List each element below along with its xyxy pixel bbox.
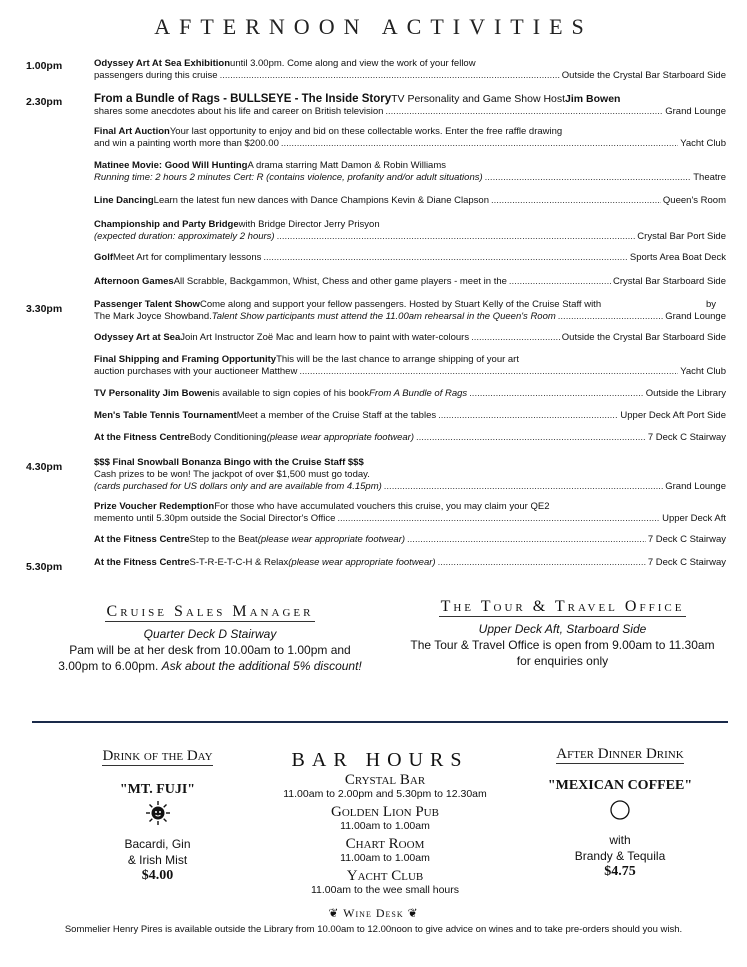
after-dinner-heading: After Dinner Drink xyxy=(556,746,684,762)
activity-text: The Mark Joyce Showband. xyxy=(94,311,212,322)
activity-text: Body Conditioning xyxy=(189,432,267,443)
activity-location: Grand Lounge xyxy=(665,106,726,117)
activity-entry xyxy=(94,126,726,150)
activity-title: Championship and Party Bridge xyxy=(94,219,239,230)
activity-title: Final Art Auction xyxy=(94,126,170,137)
activity-entry xyxy=(94,299,726,323)
bar-hours-heading: BAR HOURS xyxy=(291,749,469,771)
activity-location: Yacht Club xyxy=(680,366,726,377)
activity-text: memento until 5.30pm outside the Social Director's Office xyxy=(94,513,336,524)
activity-title: Golf xyxy=(94,252,113,263)
activity-text: This will be the last chance to arrange shipping of your art xyxy=(276,354,519,365)
activity-location: 7 Deck C Stairway xyxy=(647,432,726,443)
cruise-sales-section xyxy=(40,604,380,674)
activity-title: Odyssey Art At Sea Exhibition xyxy=(94,58,231,69)
activity-text: Learn the latest fun new dances with Dance Champions Kevin & Diane Clapson xyxy=(153,195,489,206)
activity-entry xyxy=(94,276,726,288)
activity-location: 7 Deck C Stairway xyxy=(647,534,726,545)
tour-office-location: Upper Deck Aft, Starboard Side xyxy=(478,622,647,636)
wine-desk-text: Sommelier Henry Pires is available outside the Library from 10.00am to 12.00noon to give advice on wines and to take pre-orders should you wish. xyxy=(64,924,683,935)
wine-desk-heading xyxy=(0,906,747,921)
activity-location: Theatre xyxy=(693,172,726,183)
drink-name: "MEXICAN COFFEE" xyxy=(547,778,693,793)
drink-price: $4.00 xyxy=(141,868,174,883)
activity-entry xyxy=(94,410,726,422)
grape-icon: ❦ xyxy=(407,906,419,920)
activity-title: Odyssey Art at Sea xyxy=(94,332,181,343)
drink-of-day-section xyxy=(80,748,235,884)
bar-name: Yacht Club xyxy=(346,868,424,884)
activity-text: until 3.00pm. Come along and view the work of your fellow xyxy=(230,58,476,69)
activity-location: Queen's Room xyxy=(662,195,726,206)
wine-desk-title: Wine Desk xyxy=(343,906,404,920)
activity-text: by xyxy=(705,299,716,310)
activity-location: Crystal Bar Starboard Side xyxy=(613,276,726,287)
bar-hours-text: 11.00am to the wee small hours xyxy=(310,884,460,896)
page-title: AFTERNOON ACTIVITIES xyxy=(154,14,593,39)
activity-text: For those who have accumulated vouchers this cruise, you may claim your QE2 xyxy=(214,501,550,512)
activity-title: Final Shipping and Framing Opportunity xyxy=(94,354,277,365)
activity-location: Upper Deck Aft Port Side xyxy=(620,410,726,421)
activity-entry xyxy=(94,534,726,546)
activity-text: All Scrabble, Backgammon, Whist, Chess and other game players - meet in the xyxy=(173,276,507,287)
slot-time: 2.30pm xyxy=(26,96,63,108)
activity-text: Step to the Beat xyxy=(189,534,258,545)
activity-title: At the Fitness Centre xyxy=(94,534,190,545)
activity-title: At the Fitness Centre xyxy=(94,557,190,568)
cruise-sales-heading: Cruise Sales Manager xyxy=(106,603,314,620)
after-dinner-section xyxy=(530,746,710,880)
activity-text: shares some anecdotes about his life and career on British television xyxy=(94,106,384,117)
activity-text: S-T-R-E-T-C-H & Relax xyxy=(189,557,289,568)
activity-text: Meet Art for complimentary lessons xyxy=(113,252,262,263)
bar-name: Chart Room xyxy=(345,836,425,852)
activity-entry xyxy=(94,92,726,118)
activity-text: is available to sign copies of his book xyxy=(212,388,370,399)
activity-location: Crystal Bar Port Side xyxy=(637,231,726,242)
activity-location: Outside the Crystal Bar Starboard Side xyxy=(561,332,726,343)
cruise-sales-text: 3.00pm to 6.00pm. xyxy=(58,659,162,673)
activity-location: Grand Lounge xyxy=(665,481,726,492)
bar-name: Crystal Bar xyxy=(344,772,426,788)
activity-entry xyxy=(94,195,726,207)
activity-text: Meet a member of the Cruise Staff at the tables xyxy=(236,410,437,421)
cruise-sales-text: Pam will be at her desk from 10.00am to 1.00pm and xyxy=(69,643,351,657)
activity-text: Running time: 2 hours 2 minutes Cert: R (contains violence, profanity and/or adult situations) xyxy=(94,172,483,183)
activity-title: Matinee Movie: Good Will Hunting xyxy=(94,160,248,171)
activity-title: TV Personality Jim Bowen xyxy=(94,388,213,399)
activity-title: Prize Voucher Redemption xyxy=(94,501,215,512)
drink-of-day-heading: Drink of the Day xyxy=(102,748,213,764)
activity-entry xyxy=(94,501,726,525)
host-name: Jim Bowen xyxy=(565,93,621,105)
activity-text: Join Art Instructor Zoë Mac and learn how to paint with water-colours xyxy=(180,332,470,343)
drink-ingredients: Bacardi, Gin xyxy=(124,837,191,851)
activity-location: Outside the Library xyxy=(645,388,726,399)
tour-office-text: for enquiries only xyxy=(516,654,609,668)
activity-entry xyxy=(94,354,726,378)
activity-location: Grand Lounge xyxy=(665,311,726,322)
activity-location: Sports Area Boat Deck xyxy=(629,252,726,263)
activity-note: (please wear appropriate footwear) xyxy=(257,534,406,545)
bar-hours-text: 11.00am to 1.00am xyxy=(340,852,430,864)
activity-entry xyxy=(94,388,726,400)
activity-text: auction purchases with your auctioneer Matthew xyxy=(94,366,298,377)
bar-hours-text: 11.00am to 2.00pm and 5.30pm to 12.30am xyxy=(283,788,487,800)
activity-entry xyxy=(94,58,726,82)
activity-title: $$$ Final Snowball Bonanza Bingo with the Cruise Staff $$$ xyxy=(94,457,364,468)
tour-office-heading: The Tour & Travel Office xyxy=(440,598,685,615)
cruise-sales-discount: Ask about the additional 5% discount! xyxy=(161,659,362,673)
slot-time: 1.00pm xyxy=(26,60,63,72)
tour-office-section xyxy=(395,599,730,669)
activity-text: and win a painting worth more than $200.00 xyxy=(94,138,279,149)
drink-ingredients: & Irish Mist xyxy=(127,853,188,867)
activity-title: Line Dancing xyxy=(94,195,154,206)
sun-icon xyxy=(80,800,235,830)
activity-title: At the Fitness Centre xyxy=(94,432,190,443)
slot-time: 5.30pm xyxy=(26,561,63,573)
cruise-sales-location: Quarter Deck D Stairway xyxy=(143,627,277,641)
activity-title: From a Bundle of Rags - BULLSEYE - The Inside Story xyxy=(94,93,392,105)
activity-title: Afternoon Games xyxy=(94,276,174,287)
activity-location: Yacht Club xyxy=(680,138,726,149)
activity-text: Talent Show participants must attend the 11.00am rehearsal in the Queen's Room xyxy=(211,311,556,322)
section-divider xyxy=(32,721,728,723)
drink-ingredients: with xyxy=(609,833,631,847)
activity-entry xyxy=(94,457,726,493)
slot-time: 4.30pm xyxy=(26,461,63,473)
activity-text: A drama starring Matt Damon & Robin Williams xyxy=(247,160,447,171)
slot-time: 3.30pm xyxy=(26,303,63,315)
grape-icon: ❦ xyxy=(328,906,340,920)
bar-name: Golden Lion Pub xyxy=(331,804,439,820)
activity-entry xyxy=(94,219,726,243)
activity-text: (expected duration: approximately 2 hours) xyxy=(94,231,275,242)
activity-entry xyxy=(94,432,726,444)
activity-text: Come along and support your fellow passengers. Hosted by Stuart Kelly of the Cruise Staff with xyxy=(199,299,602,310)
activity-text: Cash prizes to be won! The jackpot of over $1,500 must go today. xyxy=(94,469,370,480)
activity-text: Your last opportunity to enjoy and bid on these collectable works. Enter the free raffle drawing xyxy=(169,126,563,137)
activity-text: passengers during this cruise xyxy=(94,70,218,81)
drink-name: "MT. FUJI" xyxy=(119,782,196,797)
bar-hours-list xyxy=(260,773,510,901)
activity-note: (please wear appropriate footwear) xyxy=(288,557,436,568)
activity-note: (cards purchased for US dollars only and are available from 4.15pm) xyxy=(94,481,382,492)
bar-hours-text: 11.00am to 1.00am xyxy=(340,820,430,832)
activity-text: TV Personality and Game Show Host xyxy=(391,93,566,105)
activity-entry xyxy=(94,252,726,264)
activity-entry xyxy=(94,557,726,569)
moon-icon xyxy=(530,798,710,826)
activity-entry xyxy=(94,160,726,184)
activity-entry xyxy=(94,332,726,344)
activity-title: Men's Table Tennis Tournament xyxy=(94,410,237,421)
activity-text: with Bridge Director Jerry Prisyon xyxy=(238,219,380,230)
drink-ingredients: Brandy & Tequila xyxy=(574,849,666,863)
activity-title: Passenger Talent Show xyxy=(94,299,200,310)
activity-location: Outside the Crystal Bar Starboard Side xyxy=(561,70,726,81)
book-title: From A Bundle of Rags xyxy=(369,388,468,399)
drink-price: $4.75 xyxy=(604,864,636,879)
activity-location: Upper Deck Aft xyxy=(662,513,726,524)
tour-office-text: The Tour & Travel Office is open from 9.00am to 11.30am xyxy=(410,638,715,652)
activity-location: 7 Deck C Stairway xyxy=(647,557,726,568)
activity-note: (please wear appropriate footwear) xyxy=(266,432,414,443)
